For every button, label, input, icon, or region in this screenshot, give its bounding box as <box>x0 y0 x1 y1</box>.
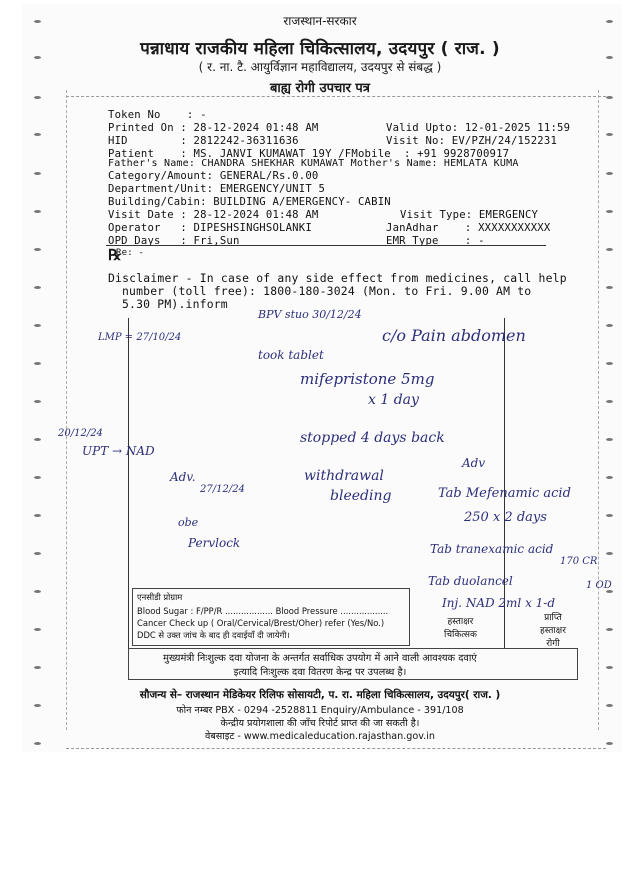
department-line: Department/Unit: EMERGENCY/UNIT 5 <box>108 183 326 195</box>
disclaimer-3: 5.30 PM).inform <box>122 297 228 311</box>
dash-left <box>66 90 67 730</box>
history-line-6: bleeding <box>330 488 392 504</box>
patient-line: Patient : MS. JANVI KUMAWAT 19Y /FMobile : +91 9928700917 <box>108 148 510 160</box>
building-line: Building/Cabin: BUILDING A/EMERGENCY- CABIN <box>108 196 391 208</box>
perforation-line-bottom <box>66 748 606 749</box>
reference-line: Re: - <box>116 248 145 258</box>
rx-line-1b: 250 x 2 days <box>464 510 547 525</box>
history-line-1: took tablet <box>258 348 324 362</box>
govt-title: राजस्थान-सरकार <box>283 14 357 28</box>
footer-lab: केन्द्रीय प्रयोगशाला की जाँच रिपोर्ट प्राप्त की जा सकती है। <box>220 718 420 729</box>
ncd-blood-line: Blood Sugar : F/PP/R .................. Blood Pressure .................. <box>137 606 389 616</box>
provider-note: Pervlock <box>188 536 241 550</box>
lmp-note: LMP = 27/10/24 <box>98 332 182 343</box>
margin-upt: UPT → NAD <box>82 444 155 458</box>
receiver-signature-label: प्राप्ति हस्ताक्षर रोगी <box>540 613 566 649</box>
margin-date: 20/12/24 <box>58 428 103 439</box>
rx-line-2b: 170 CR <box>560 556 598 567</box>
footer-phone: फोन नम्बर PBX - 0294 -2528811 Enquiry/Ambulance - 391/108 <box>176 705 464 716</box>
form-title: बाह्य रोगी उपचार पत्र <box>270 81 370 96</box>
bpv-note: BPV stuo 30/12/24 <box>258 308 362 321</box>
rx-symbol: ℞ <box>108 246 122 264</box>
rx-line-2: Tab tranexamic acid <box>430 542 554 556</box>
date-left: 27/12/24 <box>200 484 245 495</box>
operator-line: Operator : DIPESHSINGHSOLANKI <box>108 222 312 234</box>
ncd-cancer-line: Cancer Check up ( Oral/Cervical/Brest/Oher) refer (Yes/No.) <box>137 618 385 628</box>
history-line-4: stopped 4 days back <box>300 430 445 446</box>
scheme-line-1: मुख्यमंत्री निःशुल्क दवा योजना के अन्तर्गत सर्वाधिक उपयोग में आने वाली आवश्यक दवाएं <box>163 653 477 664</box>
complaint-note: c/o Pain abdomen <box>382 326 526 345</box>
body-left-rule <box>128 318 129 648</box>
emr-line: EMR Type : - <box>386 235 485 247</box>
disclaimer-1: Disclaimer - In case of any side effect from medicines, call help <box>108 271 567 285</box>
history-line-5: withdrawal <box>304 468 384 484</box>
footer-website: वेबसाइट - www.medicaleducation.rajasthan.gov.in <box>205 731 435 742</box>
rx-line-4: Inj. NAD 2ml x 1-d <box>442 596 556 610</box>
opd-days-line: OPD Days : Fri,Sun <box>108 235 240 247</box>
ncd-title: एनसीडी प्रोग्राम <box>137 592 183 602</box>
visit-no-line: Visit No: EV/PZH/24/152231 <box>386 135 558 147</box>
disclaimer-2: number (toll free): 1800-180-3024 (Mon. to Fri. 9.00 AM to <box>122 284 532 298</box>
category-line: Category/Amount: GENERAL/Rs.0.00 <box>108 170 319 182</box>
history-line-2: mifepristone 5mg <box>300 370 435 388</box>
father-line: Father's Name: CHANDRA SHEKHAR KUMAWAT Mother's Name: HEMLATA KUMA <box>108 158 519 169</box>
footer-courtesy: सौजन्य से– राजस्थान मेडिकेयर रिलिफ सोसायटी, प. रा. महिला चिकित्सालय, उदयपुर( राज. ) <box>139 689 501 701</box>
hospital-name: पन्नाधाय राजकीय महिला चिकित्सालय, उदयपुर ( राज. ) <box>140 39 500 59</box>
dash-right <box>598 90 599 730</box>
adv-right: Adv <box>462 456 486 470</box>
rx-line-4b: 1 OD <box>586 580 612 591</box>
affiliation: ( र. ना. टै. आयुर्विज्ञान महाविद्यालय, उदयपुर से संबद्ध ) <box>198 60 442 74</box>
visit-type-line: Visit Type: EMERGENCY <box>400 209 539 221</box>
rx-line-3: Tab duolancel <box>428 574 513 588</box>
printed-line: Printed On : 28-12-2024 01:48 AM <box>108 122 319 134</box>
token-line: Token No : - <box>108 109 207 121</box>
ncd-ddc-line: DDC से उक्त जांच के बाद ही दवाईयाँ दी जायेगी। <box>137 630 290 640</box>
rx-line-1: Tab Mefenamic acid <box>438 486 571 501</box>
adv-left: Adv. <box>170 470 196 484</box>
scheme-line-2: इत्यादि निःशुल्क दवा वितरण केन्द्र पर उपलब्ध है। <box>233 667 407 678</box>
history-line-3: x 1 day <box>368 392 419 408</box>
valid-line: Valid Upto: 12-01-2025 11:59 <box>386 122 571 134</box>
visit-date-line: Visit Date : 28-12-2024 01:48 AM <box>108 209 319 221</box>
header-rule <box>106 245 546 246</box>
doctor-signature-label: हस्ताक्षर चिकित्सक <box>444 617 477 640</box>
janadhar-line: JanAdhar : XXXXXXXXXXX <box>386 222 551 234</box>
perforation-line-top <box>66 96 606 97</box>
obs-note: obe <box>178 516 199 529</box>
hid-line: HID : 2812242-36311636 <box>108 135 299 147</box>
